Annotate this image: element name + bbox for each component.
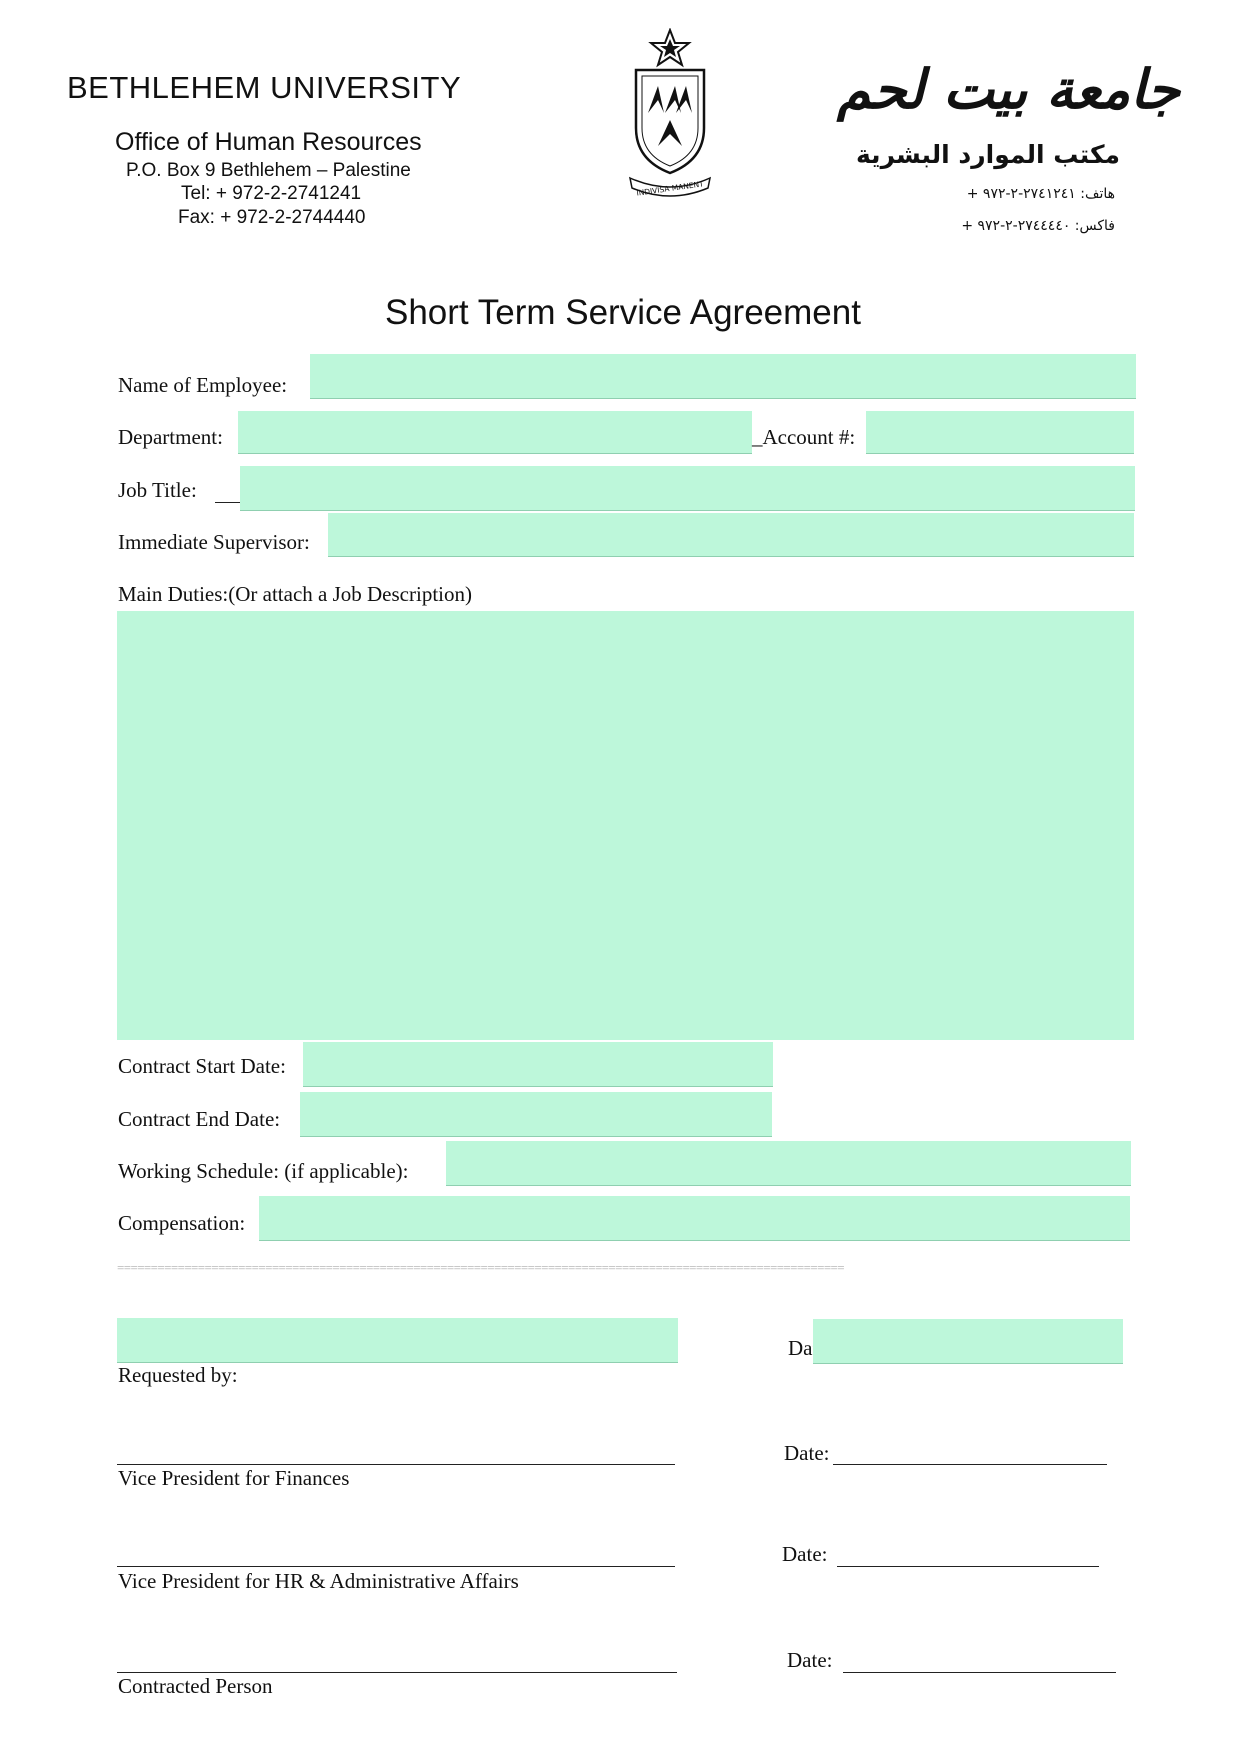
- requested-by-signature-field[interactable]: [117, 1318, 678, 1363]
- vp-hr-signature-line[interactable]: [117, 1566, 675, 1567]
- arabic-office-name: مكتب الموارد البشرية: [856, 140, 1120, 169]
- form-title: Short Term Service Agreement: [385, 293, 861, 332]
- main-duties-label: Main Duties:(Or attach a Job Description): [118, 582, 472, 606]
- vp-finances-signature-line[interactable]: [117, 1464, 675, 1465]
- contracted-person-date-line[interactable]: [843, 1672, 1116, 1673]
- requested-by-label: Requested by:: [118, 1363, 238, 1387]
- separator-line: ============================================================================================================: [117, 1260, 845, 1275]
- arabic-fax: فاكس: ٢٧٤٤٤٤٠-٢-٩٧٢ +: [961, 218, 1115, 234]
- account-label: _Account #:: [752, 425, 856, 449]
- star-icon: [651, 30, 689, 65]
- university-name: BETHLEHEM UNIVERSITY: [67, 70, 462, 105]
- main-duties-field[interactable]: [117, 611, 1134, 1040]
- contract-start-field[interactable]: [303, 1042, 773, 1087]
- department-label: Department:: [118, 425, 223, 449]
- compensation-field[interactable]: [259, 1196, 1130, 1241]
- working-schedule-label: Working Schedule: (if applicable):: [118, 1159, 409, 1183]
- contract-end-label: Contract End Date:: [118, 1107, 281, 1131]
- requested-by-date-field[interactable]: [813, 1319, 1123, 1364]
- job-title-field[interactable]: [240, 466, 1135, 511]
- vp-hr-date-label: Date:: [782, 1542, 828, 1566]
- working-schedule-field[interactable]: [446, 1141, 1131, 1186]
- contract-start-label: Contract Start Date:: [118, 1054, 286, 1078]
- telephone: Tel: + 972-2-2741241: [181, 183, 362, 204]
- contracted-person-date-label: Date:: [787, 1648, 833, 1672]
- job-title-label: Job Title:: [118, 478, 197, 502]
- arabic-university-name-logo: جامعة بيت لحم: [837, 58, 1180, 121]
- department-field[interactable]: [238, 411, 752, 454]
- address: P.O. Box 9 Bethlehem – Palestine: [126, 160, 411, 181]
- fax: Fax: + 972-2-2744440: [178, 207, 366, 228]
- requested-by-date-label: Da: [788, 1336, 813, 1360]
- job-title-underline: [215, 502, 240, 503]
- contract-end-field[interactable]: [300, 1092, 772, 1137]
- contracted-person-signature-line[interactable]: [117, 1672, 677, 1673]
- supervisor-label: Immediate Supervisor:: [118, 530, 310, 554]
- contracted-person-label: Contracted Person: [118, 1674, 273, 1698]
- vp-finances-date-line[interactable]: [833, 1464, 1107, 1465]
- vp-hr-label: Vice President for HR & Administrative Affairs: [118, 1569, 519, 1593]
- employee-name-field[interactable]: [310, 354, 1136, 399]
- svg-text:INDIVISA MANENT: INDIVISA MANENT: [635, 179, 705, 198]
- account-field[interactable]: [866, 411, 1134, 454]
- supervisor-field[interactable]: [328, 513, 1134, 557]
- vp-finances-label: Vice President for Finances: [118, 1466, 350, 1490]
- office-name: Office of Human Resources: [115, 128, 422, 156]
- employee-name-label: Name of Employee:: [118, 373, 288, 397]
- vp-finances-date-label: Date:: [784, 1441, 830, 1465]
- compensation-label: Compensation:: [118, 1211, 246, 1235]
- arabic-telephone: هاتف: ٢٧٤١٢٤١-٢-٩٧٢ +: [966, 186, 1115, 202]
- university-crest-logo: [620, 28, 720, 198]
- vp-hr-date-line[interactable]: [837, 1566, 1099, 1567]
